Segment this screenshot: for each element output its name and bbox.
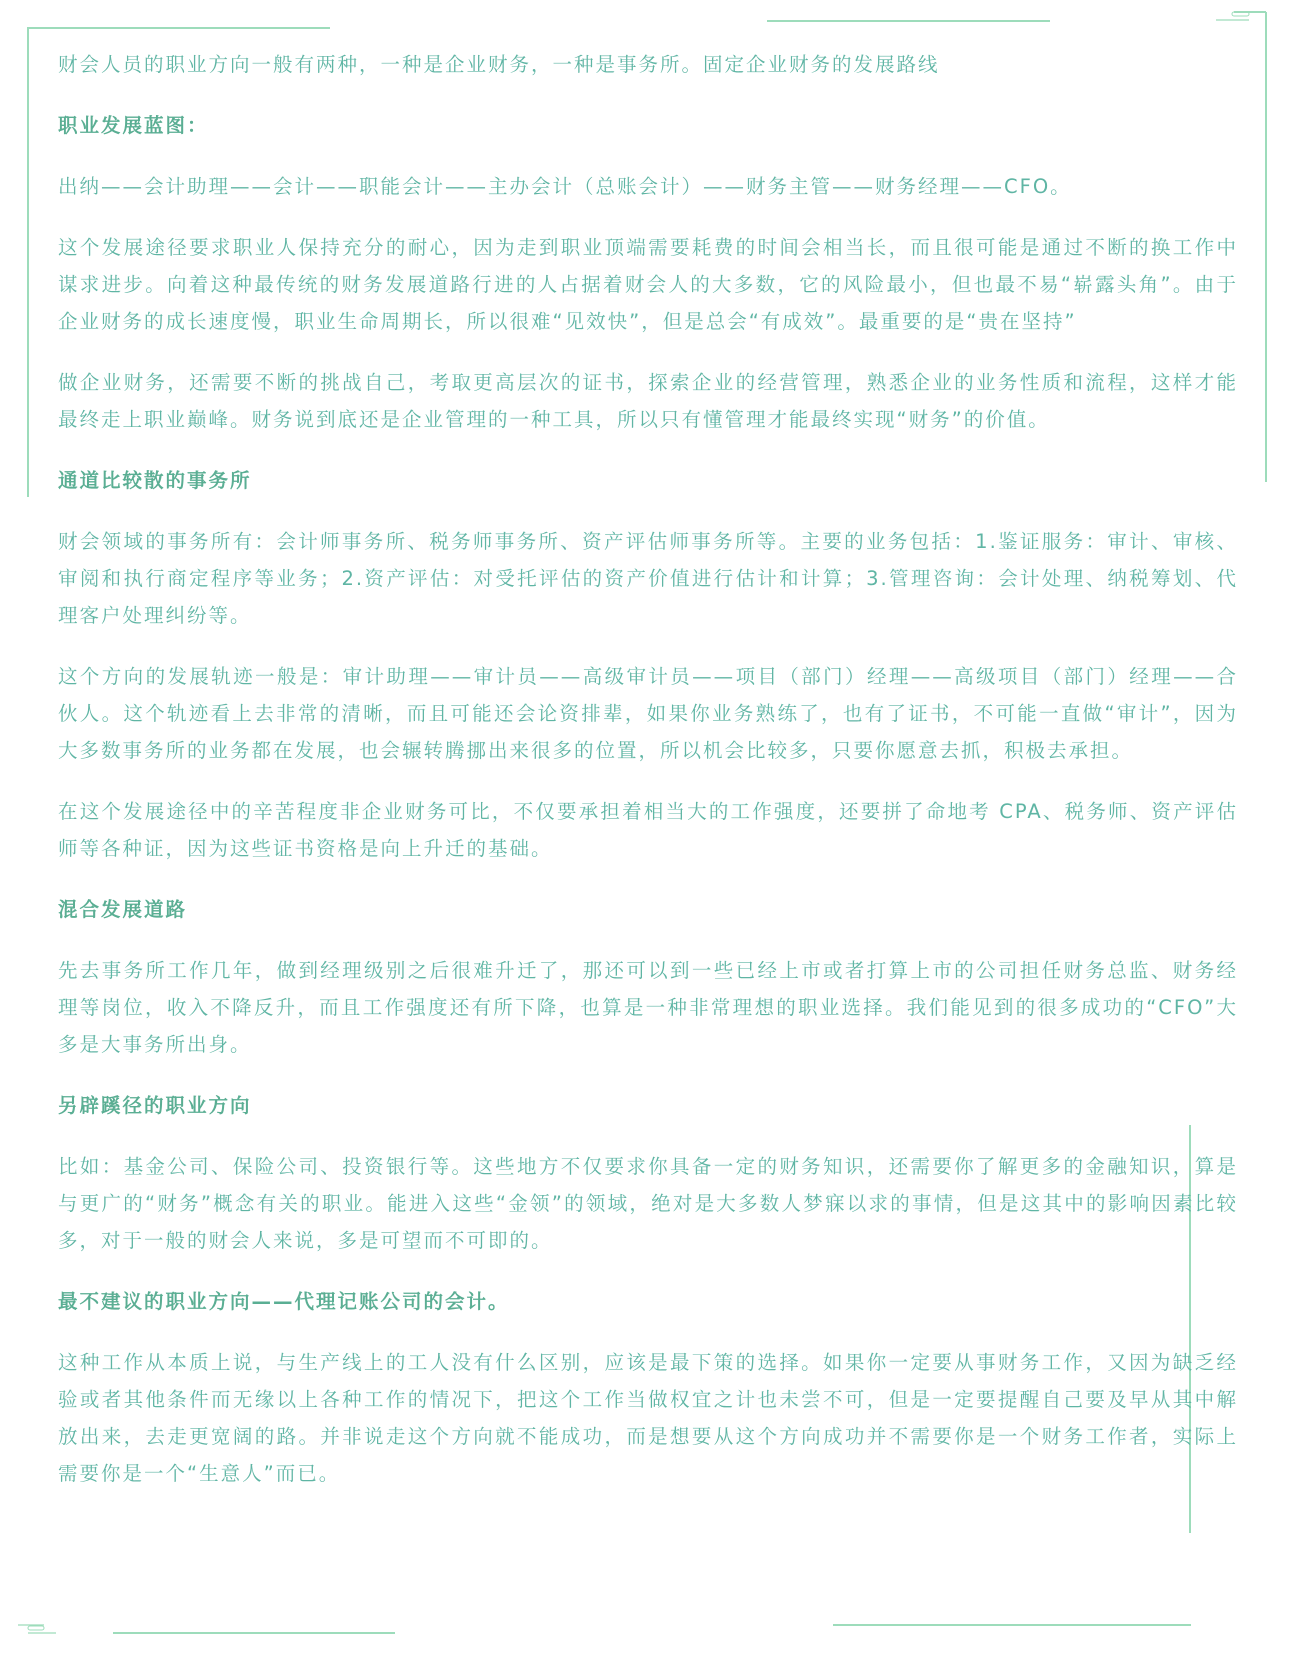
paragraph: 做企业财务，还需要不断的挑战自己，考取更高层次的证书，探索企业的经营管理，熟悉企业的业务性质和流程，这样才能最终走上职业巅峰。财务说到底还是企业管理的一种工具，所以只有懂管理才能最终实现“财务”的价值。 [58,371,1238,431]
paragraph: 比如：基金公司、保险公司、投资银行等。这些地方不仅要求你具备一定的财务知识，还需要你了解更多的金融知识，算是与更广的“财务”概念有关的职业。能进入这些“金领”的领域，绝对是大多数人梦寐以求的事情，但是这其中的影响因素比较多，对于一般的财会人来说，多是可望而不可即的。 [58,1155,1238,1252]
frame-top-right-line [767,20,1050,22]
intro-paragraph: 财会人员的职业方向一般有两种，一种是企业财务，一种是事务所。固定企业财务的发展路线 [58,53,940,76]
article-body [58,46,1238,1516]
section-heading-career-blueprint: 职业发展蓝图： [58,114,209,137]
section-heading-alternative: 另辟蹊径的职业方向 [58,1094,252,1117]
section-heading-hybrid: 混合发展道路 [58,898,188,921]
section-heading-not-recommended: 最不建议的职业方向——代理记账公司的会计。 [58,1290,510,1313]
paragraph: 这种工作从本质上说，与生产线上的工人没有什么区别，应该是最下策的选择。如果你一定要从事财务工作，又因为缺乏经验或者其他条件而无缘以上各种工作的情况下，把这个工作当做权宜之计也未尝不可，但是一定要提醒自己要及早从其中解放出来，去走更宽阔的路。并非说走这个方向就不能成功，而是想要从这个方向成功并不需要你是一个财务工作者，实际上需要你是一个“生意人”而已。 [58,1351,1238,1485]
scroll-ornament-bottom-left-icon [16,1622,61,1638]
section-heading-firms: 通道比较散的事务所 [58,469,252,492]
frame-bottom-right-line [833,1624,1191,1626]
frame-top-left-line [27,27,330,29]
paragraph: 财会领域的事务所有：会计师事务所、税务师事务所、资产评估师事务所等。主要的业务包括：1.鉴证服务：审计、审核、审阅和执行商定程序等业务；2.资产评估：对受托评估的资产价值进行估计和计算；3.管理咨询：会计处理、纳税筹划、代理客户处理纠纷等。 [58,530,1238,627]
paragraph: 这个方向的发展轨迹一般是：审计助理——审计员——高级审计员——项目（部门）经理——高级项目（部门）经理——合伙人。这个轨迹看上去非常的清晰，而且可能还会论资排辈，如果你业务熟练了，也有了证书，不可能一直做“审计”，因为大多数事务所的业务都在发展，也会辗转腾挪出来很多的位置，所以机会比较多，只要你愿意去抓，积极去承担。 [58,665,1238,762]
frame-right-top-line [1265,12,1267,482]
frame-bottom-left-line [113,1632,395,1634]
career-path-paragraph: 出纳——会计助理——会计——职能会计——主办会计（总账会计）——财务主管——财务经理——CFO。 [58,175,1072,198]
paragraph: 在这个发展途径中的辛苦程度非企业财务可比，不仅要承担着相当大的工作强度，还要拼了命地考 CPA、税务师、资产评估师等各种证，因为这些证书资格是向上升迁的基础。 [58,800,1238,860]
paragraph: 这个发展途径要求职业人保持充分的耐心，因为走到职业顶端需要耗费的时间会相当长，而且很可能是通过不断的换工作中谋求进步。向着这种最传统的财务发展道路行进的人占据着财会人的大多数，它的风险最小，但也最不易“崭露头角”。由于企业财务的成长速度慢，职业生命周期长，所以很难“见效快”，但是总会“有成效”。最重要的是“贵在坚持” [58,236,1238,333]
paragraph: 先去事务所工作几年，做到经理级别之后很难升迁了，那还可以到一些已经上市或者打算上市的公司担任财务总监、财务经理等岗位，收入不降反升，而且工作强度还有所下降，也算是一种非常理想的职业选择。我们能见到的很多成功的“CFO”大多是大事务所出身。 [58,959,1238,1056]
scroll-ornament-top-right-icon [1216,8,1276,24]
frame-left-line [27,27,29,497]
